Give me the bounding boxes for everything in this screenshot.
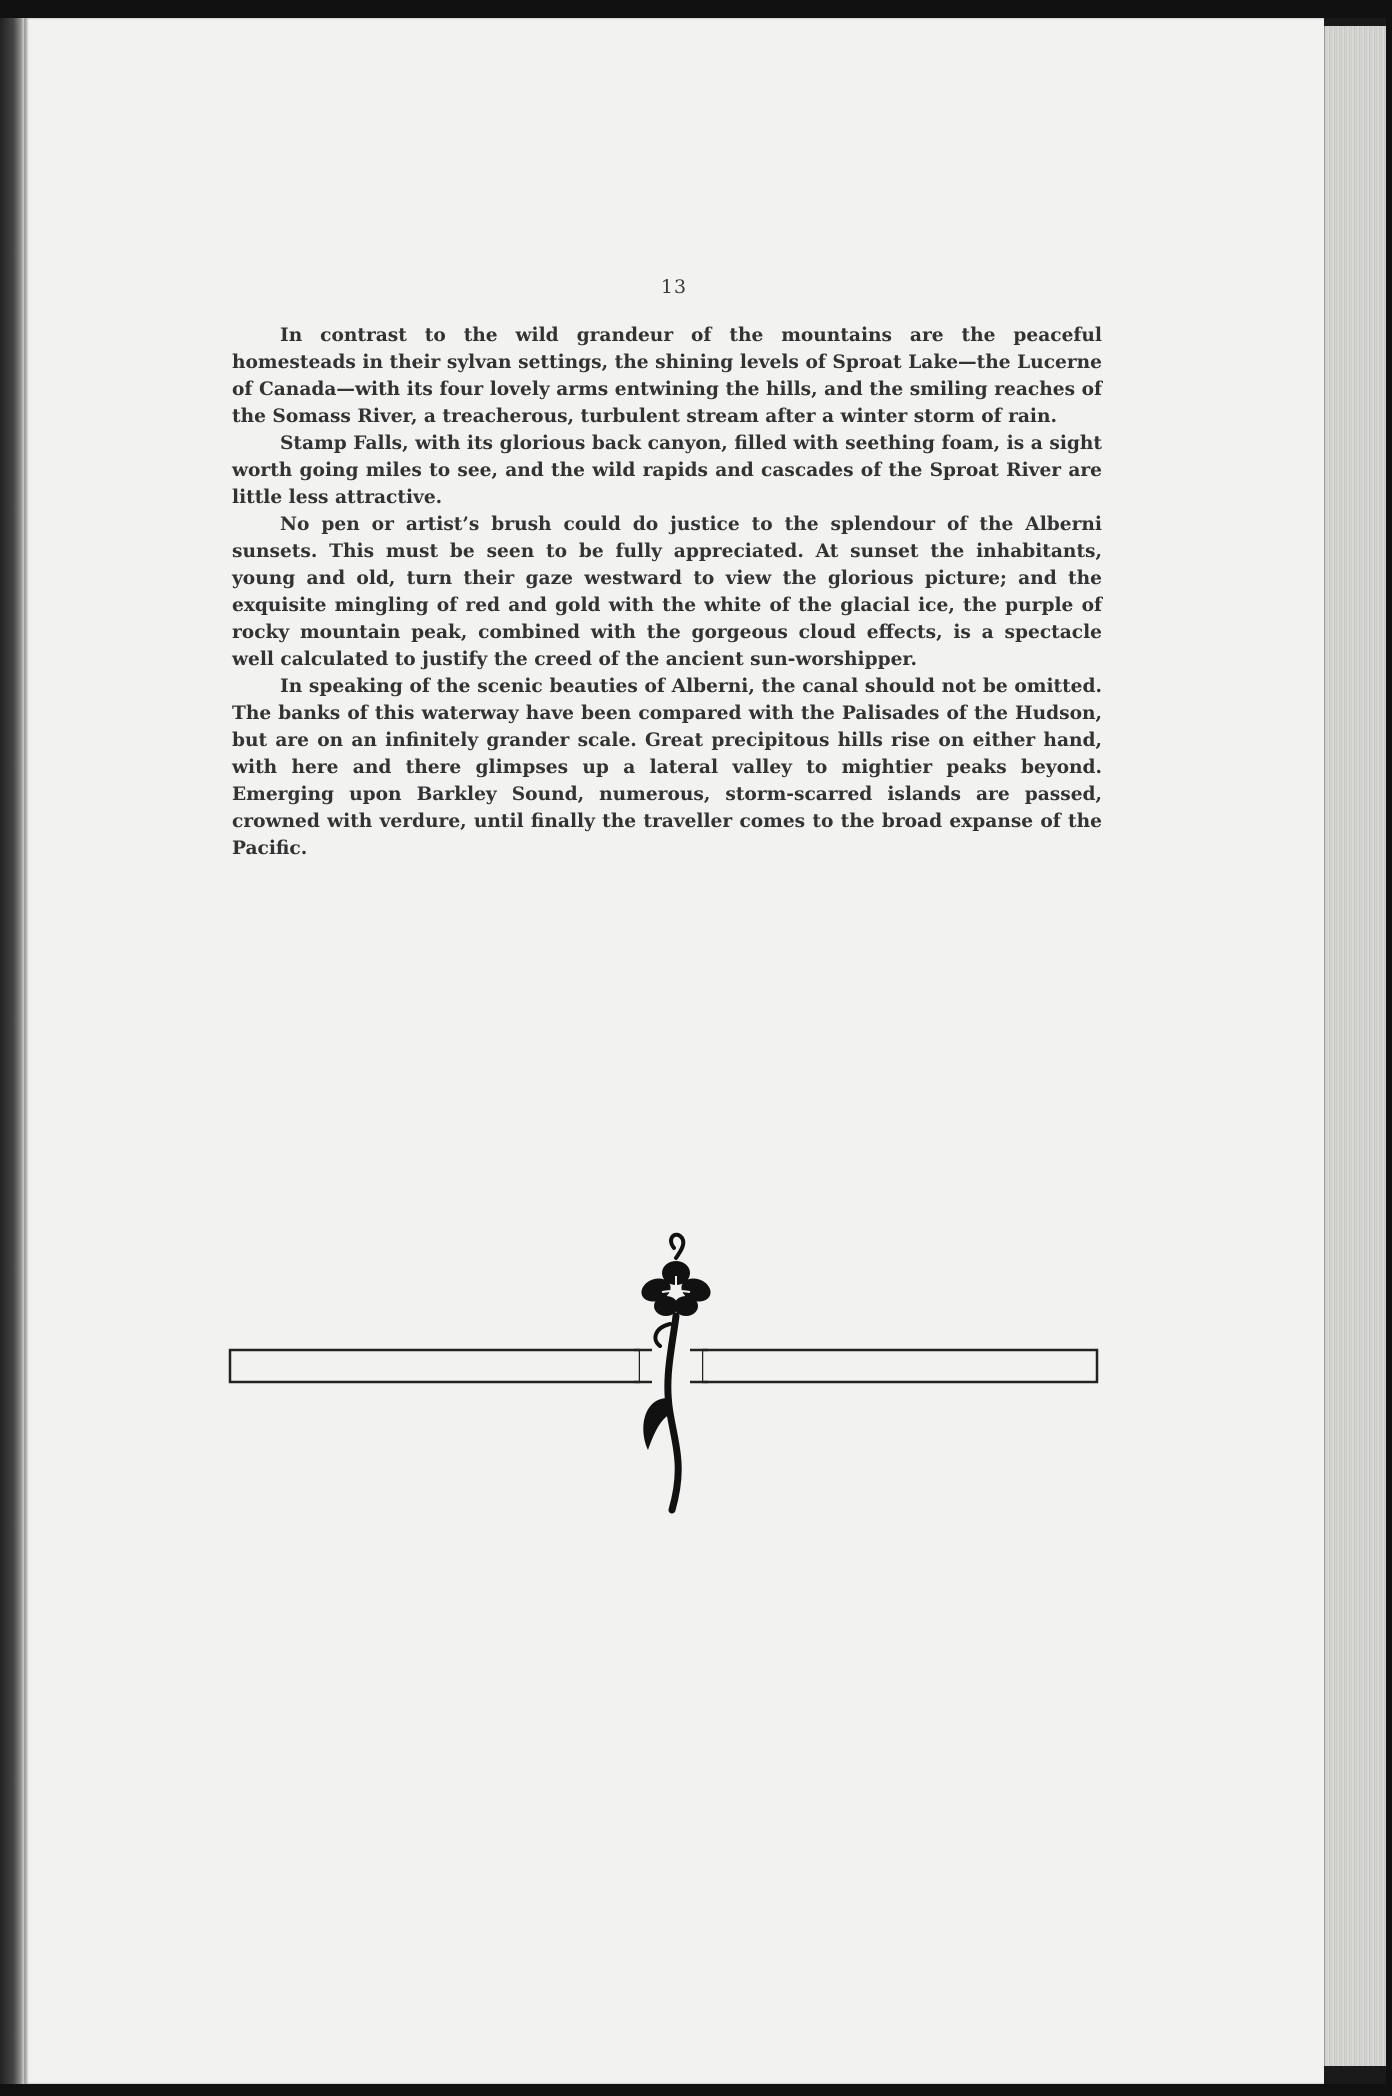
book-page bbox=[24, 18, 1324, 2084]
body-text bbox=[232, 322, 1102, 862]
scan-top-border bbox=[0, 0, 1392, 18]
scan-bottom-border bbox=[0, 2084, 1392, 2096]
paragraph-3: No pen or artist’s brush could do justice to the splendour of the Alberni sunsets. This must be seen to be fully appreciated. At sunset the inhabitants, young and old, turn their gaze westward to view the glorious picture; and the exquisite mingling of red and gold with the white of the glacial ice, the purple of rocky mountain peak, combined with the gorgeous cloud effects, is a spectacle well calculated to justify the creed of the ancient sun-worshipper. bbox=[232, 514, 1102, 670]
paragraph-4: In speaking of the scenic beauties of Alberni, the canal should not be omitted. The banks of this waterway have been compared with the Palisades of the Hudson, but are on an infinitely grander scale. Great precipitous hills rise on either hand, with here and there glimpses up a lateral valley to mightier peaks beyond. Emerging upon Barkley Sound, numerous, storm-scarred islands are passed, crowned with verdure, until finally the traveller comes to the broad expanse of the Pacific. bbox=[232, 676, 1102, 859]
floral-divider-icon bbox=[224, 1228, 1104, 1518]
scan-right-border bbox=[1386, 18, 1392, 2084]
page-edges bbox=[1324, 26, 1387, 2066]
page-number: 13 bbox=[660, 276, 688, 298]
paragraph-1: In contrast to the wild grandeur of the mountains are the peaceful homesteads in their sylvan settings, the shining levels of Sproat Lake—the Lucerne of Canada—with its four lovely arms entwining the hills, and the smiling reaches of the Somass River, a treacherous, turbulent stream after a winter storm of rain. bbox=[232, 325, 1102, 427]
paragraph-2: Stamp Falls, with its glorious back canyon, filled with seething foam, is a sight worth going miles to see, and the wild rapids and cascades of the Sproat River are little less attractive. bbox=[232, 433, 1102, 508]
book-binding bbox=[0, 18, 24, 2084]
